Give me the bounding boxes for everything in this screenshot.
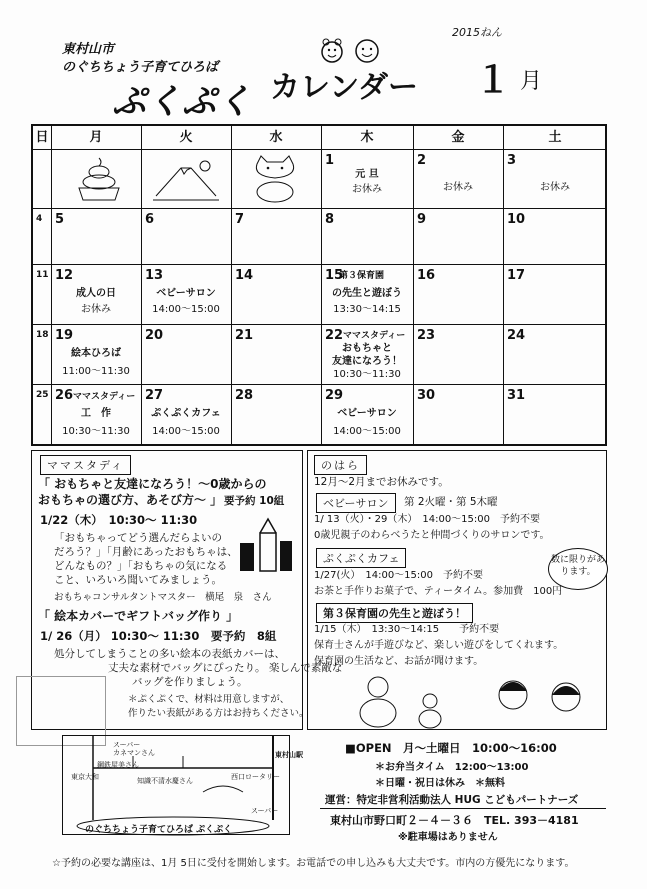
open-hours: ■OPEN 月～土曜日 10:00～16:00 — [345, 741, 557, 755]
event-22-time: 10:30～11:30 — [333, 369, 401, 380]
kagami-mochi-icon — [69, 154, 129, 204]
item2-note1: ＊ぷくぷくで、材料は用意しますが、 — [128, 694, 290, 705]
date-14: 14 — [235, 268, 254, 283]
footer-note: ☆予約の必要な講座は、1月 5日に受付を開始します。お電話での申し込みも大丈夫です。市内の方優先になります。 — [52, 858, 575, 869]
item2-desc2: 丈夫な素材でバッグにぴったり。 楽しんで素敵な — [108, 662, 343, 674]
date-26: 26 — [55, 388, 74, 403]
event-12-sub: お休み — [81, 304, 111, 315]
date-19: 19 — [55, 328, 74, 343]
toy-blocks-icon — [236, 513, 296, 575]
nohara-section — [307, 450, 607, 730]
date-1: 1 — [325, 153, 335, 168]
hoiku-desc2: 保育園の生活など、お話が聞けます。 — [314, 656, 484, 667]
hoiku-desc1: 保育士さんが手遊びなど、楽しい遊びをしてくれます。 — [314, 640, 564, 651]
event-26-title: 工 作 — [81, 408, 111, 419]
baby-salon-desc: 0歳児親子のわらべうたと仲間づくりのサロンです。 — [314, 530, 550, 541]
item1-date: 1/22（木） 10:30～ 11:30 — [40, 513, 198, 527]
baby-salon-label: ベビーサロン — [316, 493, 396, 513]
item1-title2: おもちゃの選び方、あそび方～ 」 — [38, 493, 223, 507]
date-2: 2 — [417, 153, 427, 168]
event-15-tag: 第３保育園 — [339, 271, 385, 281]
snowmen-kids-icon — [338, 673, 598, 729]
weekday-tue: 火 — [179, 130, 193, 145]
weekday-fri: 金 — [451, 130, 465, 145]
date-20: 20 — [145, 328, 164, 343]
weekday-sat: 土 — [548, 130, 562, 145]
date-12: 12 — [55, 268, 74, 283]
date-4: 4 — [36, 214, 43, 224]
lunch-time: ＊お弁当タイム 12:00～13:00 — [375, 762, 529, 773]
date-21: 21 — [235, 328, 254, 343]
mama-study-label: ママスタディ — [40, 455, 131, 475]
event-2-sub: お休み — [443, 182, 473, 193]
date-3: 3 — [507, 153, 517, 168]
item1-desc4: こと、いろいろ聞いてみましょう。 — [54, 574, 222, 586]
month-label: 月 — [520, 69, 543, 94]
calendar — [31, 124, 607, 446]
date-23: 23 — [417, 328, 436, 343]
date-27: 27 — [145, 388, 164, 403]
cat-icon — [245, 154, 305, 206]
weekday-sun: 日 — [35, 130, 49, 145]
date-29: 29 — [325, 388, 344, 403]
date-28: 28 — [235, 388, 254, 403]
org-name: のぐちちょう子育てひろば — [62, 60, 219, 75]
date-13: 13 — [145, 268, 164, 283]
item1-desc1: 「おもちゃってどう選んだらよいの — [54, 532, 222, 544]
kids-faces-icon — [312, 36, 392, 66]
mount-fuji-icon — [151, 156, 221, 202]
event-29-title: ベビーサロン — [337, 408, 397, 419]
baby-salon-date: 1/ 13（火）・29（木） 14:00～15:00 予約不要 — [314, 514, 540, 525]
map-label-station: 東村山駅 — [275, 751, 303, 759]
event-1-sub: お休み — [352, 184, 382, 195]
year-label: 2015ねん — [452, 26, 502, 39]
date-22: 22 — [325, 328, 344, 343]
event-26-time: 10:30～11:30 — [62, 426, 130, 437]
item1-title1: 「 おもちゃと友達になろう！～0歳からの — [38, 477, 267, 491]
event-3-sub: お休み — [540, 182, 570, 193]
weekday-mon: 月 — [89, 130, 103, 145]
event-13-time: 14:00～15:00 — [152, 304, 220, 315]
date-7: 7 — [235, 212, 245, 227]
event-26-tag: ママスタディー — [73, 392, 136, 402]
event-15-title: の先生と遊ぼう — [332, 288, 402, 299]
baby-salon-days: 第 2火曜・第 5木曜 — [404, 496, 498, 508]
access-map — [62, 735, 303, 835]
nohara-holiday: 12月～2月までお休みです。 — [314, 476, 449, 488]
event-22-title1: おもちゃと — [342, 343, 392, 354]
date-24: 24 — [507, 328, 526, 343]
date-31: 31 — [507, 388, 526, 403]
event-12-title: 成人の日 — [76, 288, 116, 299]
item1-reserve: 要予約 10組 — [224, 495, 285, 507]
closed-days: ＊日曜・祝日は休み ＊無料 — [375, 778, 505, 789]
date-25: 25 — [36, 390, 49, 400]
date-8: 8 — [325, 212, 335, 227]
map-label-super: スーパー — [113, 741, 141, 749]
map-label-east: 東京大和 — [71, 773, 99, 781]
date-10: 10 — [507, 212, 526, 227]
date-5: 5 — [55, 212, 65, 227]
title-sub: カレンダー — [270, 70, 419, 105]
event-22-title2: 友達になろう！ — [332, 356, 402, 367]
map-label-super2: スーパー — [251, 807, 279, 815]
nohara-label: のはら — [314, 455, 367, 475]
hoiku-label: 第３保育園の先生と遊ぼう！ — [316, 603, 473, 623]
date-6: 6 — [145, 212, 155, 227]
org-city: 東村山市 — [62, 42, 115, 57]
date-18: 18 — [36, 330, 49, 340]
cafe-date: 1/27(火） 14:00～15:00 予約不要 — [314, 570, 483, 581]
event-1-title: 元 旦 — [355, 169, 379, 180]
map-roads-icon — [63, 736, 291, 836]
event-19-time: 11:00～11:30 — [62, 366, 130, 377]
limited-bubble: 数に限りがあります。 — [548, 548, 608, 590]
event-27-time: 14:00～15:00 — [152, 426, 220, 437]
map-label-shop: 鋼鉄屋美さん — [97, 761, 139, 769]
event-15-time: 13:30～14:15 — [333, 304, 401, 315]
item2-desc1: 処分してしまうことの多い絵本の表紙カバーは、 — [54, 648, 285, 660]
item1-desc2: だろう？」「月齢にあったおもちゃは、 — [54, 546, 238, 558]
operator: 運営：特定非営利活動法人 HUG こどもパートナーズ — [325, 794, 579, 806]
date-11: 11 — [36, 270, 49, 280]
weekday-thu: 木 — [360, 130, 374, 145]
date-15: 15 — [325, 268, 344, 283]
map-label-rotary: 西口ロータリー — [231, 773, 280, 781]
address: 東村山市野口町２－４－３６ TEL. 393－4181 — [330, 814, 579, 827]
map-label-store: カネマンさん — [113, 749, 155, 757]
month-number: １ — [475, 60, 512, 101]
item2-title: 「 絵本カバーでギフトバッグ作り 」 — [38, 609, 239, 623]
hoiku-date: 1/15（木） 13:30～14:15 予約不要 — [314, 624, 500, 635]
map-caption: のぐちちょう子育てひろば ぷくぷく — [85, 825, 233, 835]
item2-desc3: バッグを作りましょう。 — [132, 676, 248, 688]
item2-note2: 作りたい表紙がある方はお持ちください。 — [128, 708, 309, 719]
event-29-time: 14:00～15:00 — [333, 426, 401, 437]
item1-desc3: どんなもの？」「おもちゃの気になる — [54, 560, 228, 572]
item2-date: 1/ 26（月） 10:30～ 11:30 要予約 8組 — [40, 629, 277, 643]
event-22-tag: ママスタディー — [343, 331, 406, 341]
parking-note: ※駐車場はありません — [398, 832, 498, 843]
date-30: 30 — [417, 388, 436, 403]
map-label-temple: 知識不清水慶さん — [137, 777, 193, 785]
event-27-title: ぷくぷくカフェ — [151, 408, 221, 419]
event-19-title: 絵本ひろば — [71, 348, 121, 359]
event-13-title: ベビーサロン — [156, 288, 216, 299]
date-17: 17 — [507, 268, 526, 283]
date-9: 9 — [417, 212, 427, 227]
title-main: ぷくぷく — [112, 82, 252, 122]
weekday-wed: 水 — [269, 130, 283, 145]
date-16: 16 — [417, 268, 436, 283]
item1-lecturer: おもちゃコンサルタントマスター 横尾 泉 さん — [54, 592, 272, 603]
cafe-label: ぷくぷくカフェ — [316, 548, 406, 568]
cafe-desc: お茶と手作りお菓子で、ティータイム。参加費 100円 — [314, 586, 563, 597]
